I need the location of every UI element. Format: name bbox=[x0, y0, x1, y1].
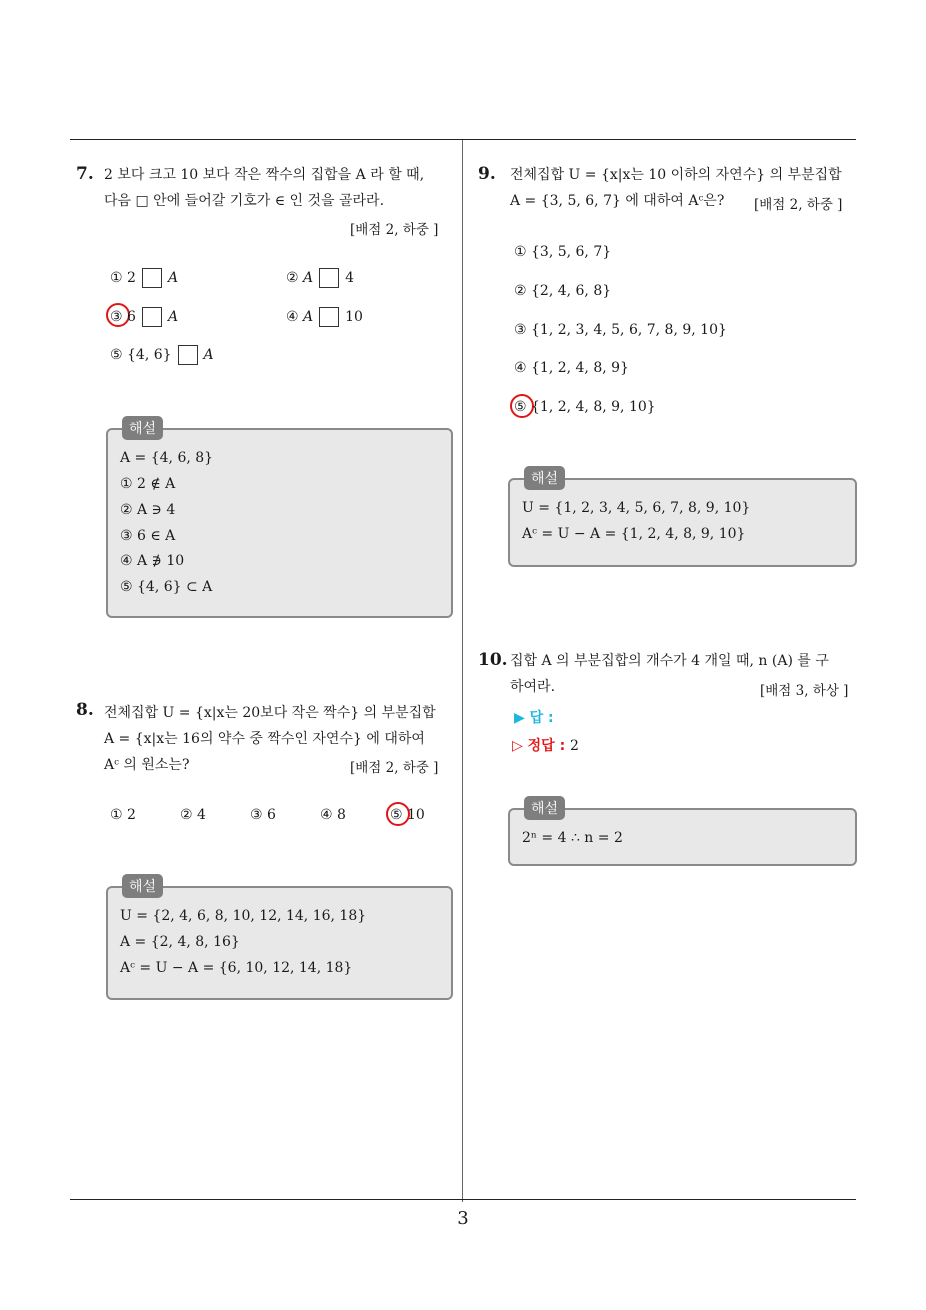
question-number: 8. bbox=[76, 700, 94, 720]
question-8 bbox=[76, 700, 456, 1005]
blank-box bbox=[142, 307, 162, 327]
question-9 bbox=[478, 164, 860, 569]
question-line: 전체집합 U = {x|x는 10 이하의 자연수} 의 부분집합 bbox=[510, 167, 842, 183]
solution-box bbox=[508, 471, 857, 567]
solution-tag: 해설 bbox=[122, 874, 163, 898]
option-4[interactable]: ④ {1, 2, 4, 8, 9} bbox=[514, 360, 629, 376]
score-label: [배점 2, 하중 ] bbox=[754, 197, 843, 213]
solution-line: U = {2, 4, 6, 8, 10, 12, 14, 16, 18} bbox=[120, 908, 367, 924]
question-line: A = {x|x는 16의 약수 중 짝수인 자연수} 에 대하여 bbox=[104, 731, 425, 747]
score-label: [배점 3, 하상 ] bbox=[760, 683, 849, 699]
option-4[interactable]: ④ A 10 bbox=[286, 309, 363, 325]
column-divider bbox=[462, 140, 463, 1202]
solution-box bbox=[106, 421, 453, 618]
blank-box bbox=[142, 268, 162, 288]
question-line: 2 보다 크고 10 보다 작은 짝수의 집합을 A 라 할 때, bbox=[104, 167, 425, 183]
option-5[interactable]: ⑤ 10 bbox=[390, 807, 425, 823]
question-line: 다음 □ 안에 들어갈 기호가 ∈ 인 것을 골라라. bbox=[104, 193, 385, 209]
score-label: [배점 2, 하중 ] bbox=[350, 222, 439, 238]
answer-input-label[interactable]: ▶ 답 : bbox=[514, 710, 554, 726]
option-mark: ② bbox=[286, 270, 299, 286]
solution-tag: 해설 bbox=[524, 796, 565, 820]
option-1[interactable]: ① {3, 5, 6, 7} bbox=[514, 244, 612, 260]
solution-line: A = {2, 4, 8, 16} bbox=[120, 934, 240, 950]
option-5[interactable]: ⑤ {4, 6} A bbox=[110, 347, 214, 363]
solution-line: A = {4, 6, 8} bbox=[120, 450, 214, 466]
option-3[interactable]: ③ 6 A bbox=[110, 309, 179, 325]
solution-line: Aᶜ = U − A = {6, 10, 12, 14, 18} bbox=[120, 960, 353, 976]
bottom-rule bbox=[70, 1199, 856, 1200]
question-10 bbox=[478, 650, 860, 870]
question-7 bbox=[76, 164, 456, 624]
question-number: 10. bbox=[478, 650, 508, 670]
page-number: 3 bbox=[457, 1208, 469, 1229]
solution-line: ③ 6 ∈ A bbox=[120, 528, 176, 544]
correct-answer-label: ▷ 정답 : 2 bbox=[512, 738, 579, 754]
option-2[interactable]: ② 4 bbox=[180, 807, 206, 823]
option-2[interactable]: ② {2, 4, 6, 8} bbox=[514, 283, 612, 299]
option-5[interactable]: ⑤ {1, 2, 4, 8, 9, 10} bbox=[514, 399, 656, 415]
question-line: Aᶜ 의 원소는? bbox=[104, 757, 190, 773]
top-rule bbox=[70, 139, 856, 140]
option-mark: ⑤ bbox=[110, 347, 123, 363]
solution-line: 2ⁿ = 4 ∴ n = 2 bbox=[522, 830, 623, 846]
question-line: 하여라. bbox=[510, 679, 556, 695]
option-mark: ④ bbox=[286, 309, 299, 325]
blank-box bbox=[178, 345, 198, 365]
blank-box bbox=[319, 268, 339, 288]
option-mark: ③ bbox=[110, 309, 123, 325]
solution-line: ④ A ∌ 10 bbox=[120, 553, 185, 569]
question-line: 전체집합 U = {x|x는 20보다 작은 짝수} 의 부분집합 bbox=[104, 705, 436, 721]
option-1[interactable]: ① 2 A bbox=[110, 270, 179, 286]
option-mark: ① bbox=[110, 270, 123, 286]
solution-line: Aᶜ = U − A = {1, 2, 4, 8, 9, 10} bbox=[522, 526, 746, 542]
solution-tag: 해설 bbox=[122, 416, 163, 440]
question-line: 집합 A 의 부분집합의 개수가 4 개일 때, n (A) 를 구 bbox=[510, 653, 829, 669]
blank-box bbox=[319, 307, 339, 327]
option-1[interactable]: ① 2 bbox=[110, 807, 136, 823]
option-3[interactable]: ③ 6 bbox=[250, 807, 276, 823]
question-number: 9. bbox=[478, 164, 496, 184]
option-3[interactable]: ③ {1, 2, 3, 4, 5, 6, 7, 8, 9, 10} bbox=[514, 322, 727, 338]
solution-box bbox=[508, 801, 857, 866]
solution-box bbox=[106, 879, 453, 1000]
question-number: 7. bbox=[76, 164, 94, 184]
question-line: A = {3, 5, 6, 7} 에 대하여 Aᶜ은? bbox=[510, 193, 725, 209]
option-4[interactable]: ④ 8 bbox=[320, 807, 346, 823]
solution-line: ① 2 ∉ A bbox=[120, 476, 176, 492]
solution-tag: 해설 bbox=[524, 466, 565, 490]
score-label: [배점 2, 하중 ] bbox=[350, 760, 439, 776]
solution-line: U = {1, 2, 3, 4, 5, 6, 7, 8, 9, 10} bbox=[522, 500, 751, 516]
option-2[interactable]: ② A 4 bbox=[286, 270, 355, 286]
correct-answer-value: 2 bbox=[570, 738, 579, 754]
solution-line: ⑤ {4, 6} ⊂ A bbox=[120, 579, 213, 595]
solution-line: ② A ∋ 4 bbox=[120, 502, 176, 518]
